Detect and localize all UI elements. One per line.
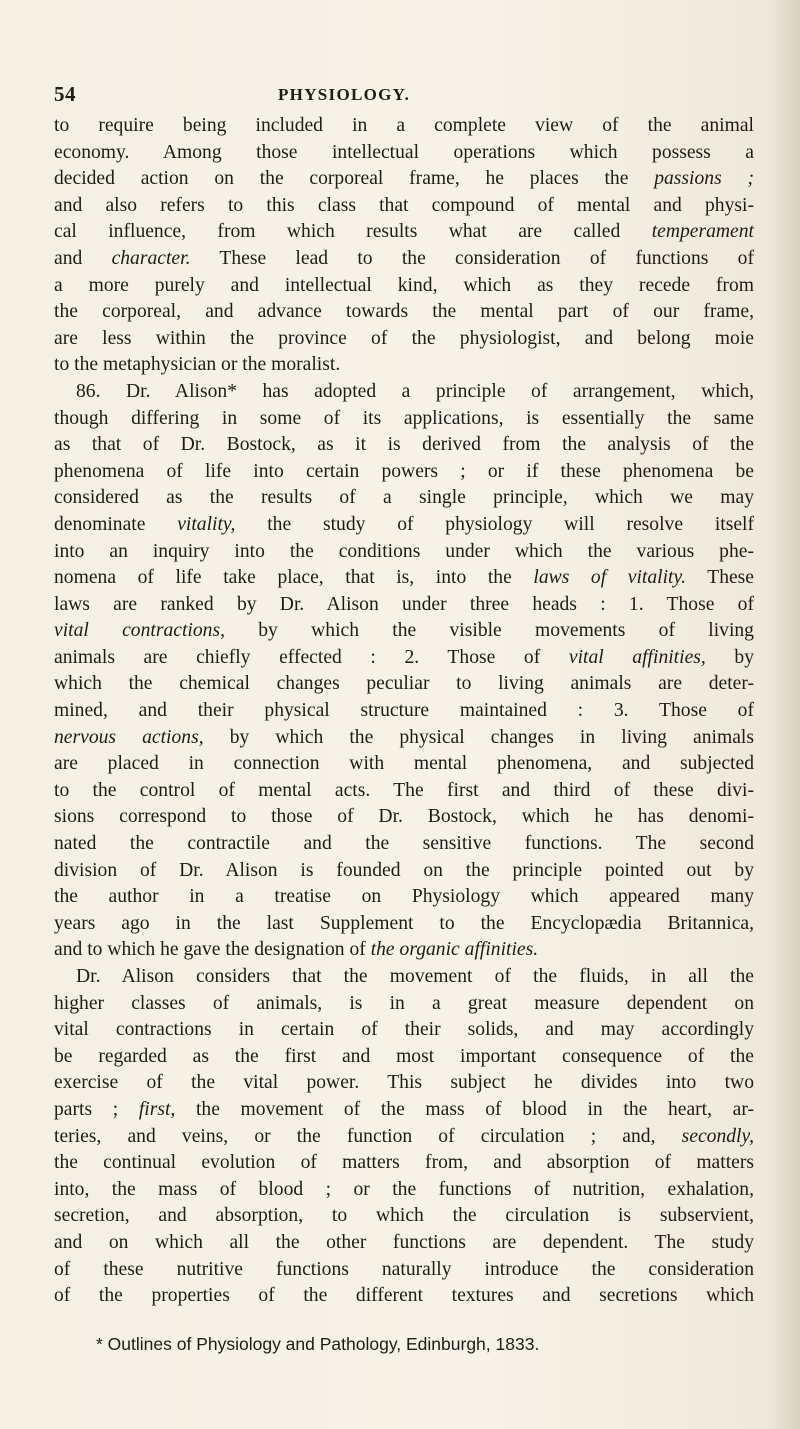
text-run: the author in a treatise on Physiology which appeared many	[54, 886, 754, 908]
text-run: into an inquiry into the conditions under which the various phe-	[54, 540, 754, 562]
text-line	[54, 645, 754, 672]
text-run: mined, and their physical structure maintained : 3. Those of	[54, 700, 754, 722]
text-run: the continual evolution of matters from, and absorption of matters	[54, 1152, 754, 1174]
text-line	[54, 512, 754, 539]
text-run: and also refers to this class that compound of mental and physi-	[54, 194, 754, 216]
text-run: decided action on the corporeal frame, he places the	[54, 168, 655, 190]
text-line	[54, 352, 754, 379]
italic-term: character.	[111, 247, 191, 269]
text-run: nated the contractile and the sensitive functions. The second	[54, 833, 754, 855]
text-run: by which the physical changes in living animals	[203, 726, 754, 748]
text-line	[54, 1097, 754, 1124]
text-line	[54, 432, 754, 459]
text-run: division of Dr. Alison is founded on the principle pointed out by	[54, 859, 754, 881]
text-run: economy. Among those intellectual operations which possess a	[54, 141, 754, 163]
text-run: exercise of the vital power. This subject he divides into two	[54, 1072, 754, 1094]
text-line	[54, 751, 754, 778]
italic-term: temperament	[651, 221, 754, 243]
text-run: of the properties of the different textures and secretions which	[54, 1285, 754, 1307]
text-line	[54, 1257, 754, 1284]
text-run: sions correspond to those of Dr. Bostock, which he has denomi-	[54, 806, 754, 828]
text-run: cal influence, from which results what are called	[54, 221, 652, 243]
text-run: These lead to the consideration of functions of	[190, 247, 754, 269]
text-line	[54, 991, 754, 1018]
text-run: laws are ranked by Dr. Alison under three heads : 1. Those of	[54, 593, 754, 615]
text-run: phenomena of life into certain powers ; or if these phenomena be	[54, 460, 754, 482]
text-line	[54, 964, 754, 991]
text-line	[54, 326, 754, 353]
text-run: considered as the results of a single principle, which we may	[54, 487, 754, 509]
text-run: the corporeal, and advance towards the mental part of our frame,	[54, 301, 754, 323]
italic-term: vital affinities,	[568, 646, 706, 668]
text-line	[54, 299, 754, 326]
text-run: as that of Dr. Bostock, as it is derived from the analysis of the	[54, 434, 754, 456]
text-run: by	[705, 646, 755, 668]
text-run: denominate	[54, 513, 178, 535]
text-line	[54, 618, 754, 645]
italic-term: laws of vitality.	[533, 567, 686, 589]
text-line	[54, 273, 754, 300]
text-line	[54, 140, 754, 167]
text-run: a more purely and intellectual kind, which as they recede from	[54, 274, 754, 296]
italic-term: vitality,	[177, 513, 236, 535]
page-header	[42, 82, 742, 108]
italic-term: passions ;	[654, 168, 755, 190]
italic-term: first,	[138, 1098, 176, 1120]
italic-term: the organic affinities.	[370, 939, 539, 961]
text-line	[54, 778, 754, 805]
text-run: the study of physiology will resolve itself	[235, 513, 754, 535]
text-line	[54, 1203, 754, 1230]
text-run: years ago in the last Supplement to the Encyclopædia Britannica,	[54, 912, 754, 934]
text-line	[54, 379, 754, 406]
body-text	[54, 113, 754, 1310]
text-line	[54, 485, 754, 512]
italic-term: nervous actions,	[54, 726, 204, 748]
text-line	[54, 459, 754, 486]
text-line	[54, 592, 754, 619]
text-line	[54, 539, 754, 566]
text-run: and on which all the other functions are dependent. The study	[54, 1231, 754, 1253]
text-line	[54, 937, 754, 964]
text-line	[54, 193, 754, 220]
text-line	[54, 884, 754, 911]
text-run: are less within the province of the physiologist, and belong moie	[54, 327, 754, 349]
text-line	[54, 698, 754, 725]
text-line	[54, 166, 754, 193]
text-line	[54, 1230, 754, 1257]
text-line	[54, 406, 754, 433]
text-run: These	[685, 567, 755, 589]
text-line	[54, 1177, 754, 1204]
italic-term: secondly,	[681, 1125, 754, 1147]
text-line	[54, 113, 754, 140]
text-line	[54, 219, 754, 246]
text-line	[54, 1017, 754, 1044]
text-run: animals are chiefly effected : 2. Those of	[54, 646, 569, 668]
text-line	[54, 1070, 754, 1097]
text-run: teries, and veins, or the function of circulation ; and,	[54, 1125, 682, 1147]
text-line	[54, 911, 754, 938]
page-number: 54	[54, 82, 76, 106]
text-run: of these nutritive functions naturally introduce the consideration	[54, 1258, 754, 1280]
text-line	[54, 1150, 754, 1177]
text-run: vital contractions in certain of their solids, and may accordingly	[54, 1019, 754, 1041]
text-run: secretion, and absorption, to which the circulation is subservient,	[54, 1205, 754, 1227]
text-run: to the control of mental acts. The first and third of these divi-	[54, 779, 754, 801]
italic-term: vital contractions,	[54, 620, 225, 642]
text-run: and	[54, 247, 112, 269]
text-run: be regarded as the first and most important consequence of the	[54, 1045, 754, 1067]
text-run: 86. Dr. Alison* has adopted a principle of arrangement, which,	[76, 380, 754, 402]
text-run: the movement of the mass of blood in the heart, ar-	[175, 1098, 755, 1120]
text-run: which the chemical changes peculiar to living animals are deter-	[54, 673, 754, 695]
text-run: are placed in connection with mental phenomena, and subjected	[54, 753, 754, 775]
text-run: parts ;	[54, 1098, 139, 1120]
text-line	[54, 831, 754, 858]
text-run: to require being included in a complete view of the animal	[54, 115, 754, 136]
text-line	[54, 725, 754, 752]
text-run: into, the mass of blood ; or the functions of nutrition, exhalation,	[54, 1178, 754, 1200]
text-run: by which the visible movements of living	[224, 620, 754, 642]
text-run: higher classes of animals, is in a great measure dependent on	[54, 992, 754, 1014]
text-line	[54, 671, 754, 698]
text-line	[54, 804, 754, 831]
text-run: to the metaphysician or the moralist.	[54, 354, 341, 376]
text-line	[54, 246, 754, 273]
text-line	[54, 858, 754, 885]
text-line	[54, 1124, 754, 1151]
text-line	[54, 565, 754, 592]
text-run: and to which he gave the designation of	[54, 939, 371, 961]
footnote: * Outlines of Physiology and Pathology, Edinburgh, 1833.	[96, 1334, 540, 1354]
text-line	[54, 1044, 754, 1071]
text-run: nomena of life take place, that is, into the	[54, 567, 534, 589]
running-head: PHYSIOLOGY.	[278, 85, 411, 104]
text-run: though differing in some of its applications, is essentially the same	[54, 407, 754, 429]
text-line	[54, 1283, 754, 1310]
text-run: Dr. Alison considers that the movement of the fluids, in all the	[76, 966, 754, 987]
